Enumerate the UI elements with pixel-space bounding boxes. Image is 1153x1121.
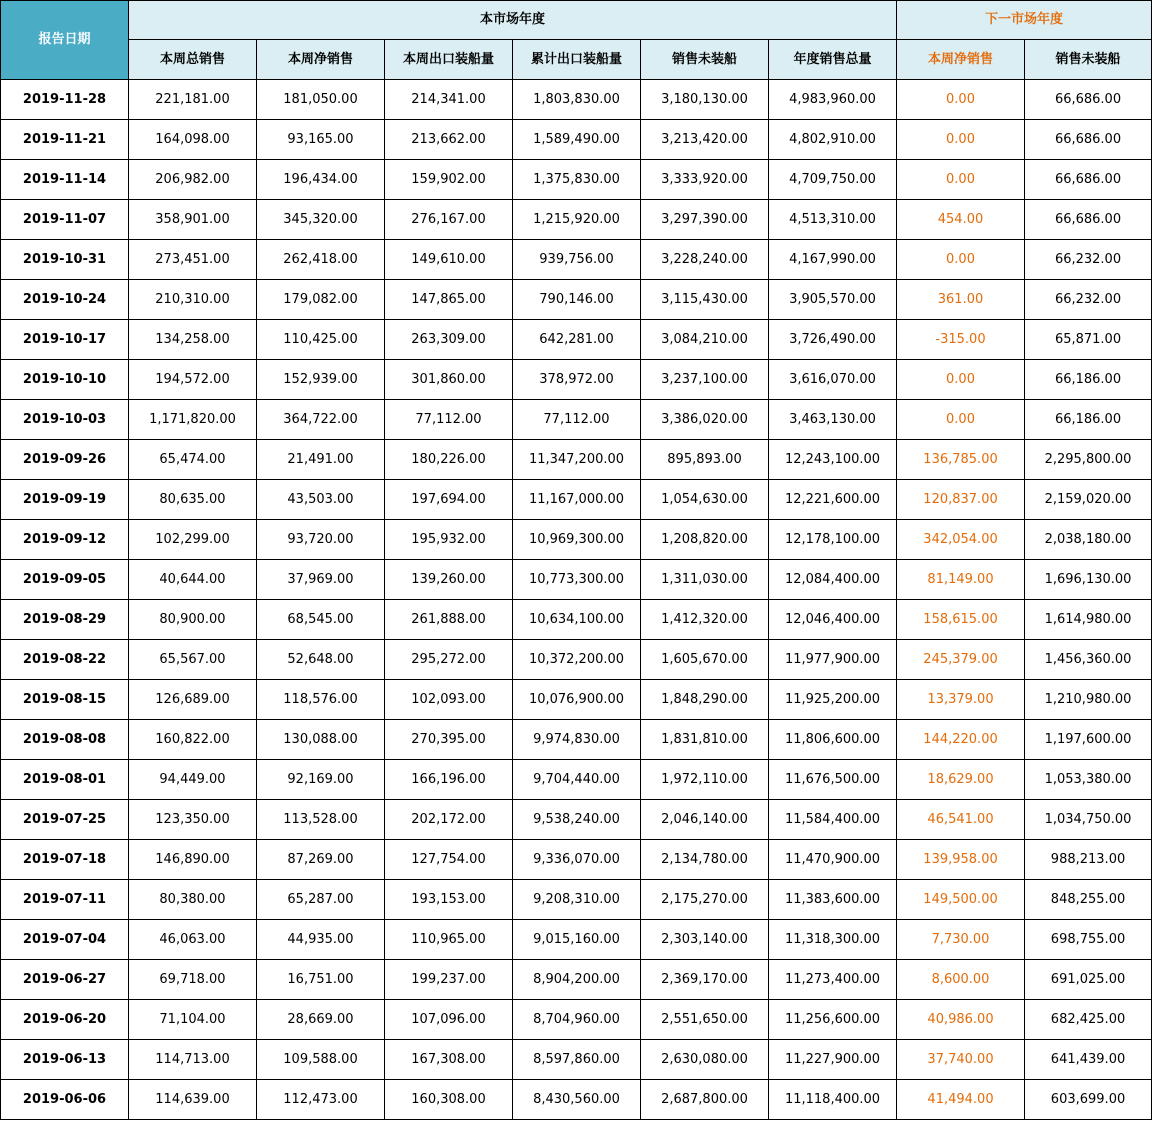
- cell-weekly-exports: 276,167.00: [385, 200, 513, 240]
- table-body: [1, 80, 1152, 1120]
- cell-report-date: 2019-08-15: [1, 680, 129, 720]
- cell-weekly-total-sales: 123,350.00: [129, 800, 257, 840]
- cell-report-date: 2019-08-29: [1, 600, 129, 640]
- current-market-year-header: 本市场年度: [129, 1, 897, 40]
- cell-report-date: 2019-09-12: [1, 520, 129, 560]
- col-header-weekly-exports: 本周出口装船量: [385, 40, 513, 80]
- cell-weekly-net-sales: 109,588.00: [257, 1040, 385, 1080]
- cell-annual-total-sales: 11,676,500.00: [769, 760, 897, 800]
- cell-next-year-net-sales: 81,149.00: [897, 560, 1025, 600]
- cell-cumulative-exports: 642,281.00: [513, 320, 641, 360]
- cell-cumulative-exports: 9,974,830.00: [513, 720, 641, 760]
- cell-next-year-net-sales: 0.00: [897, 120, 1025, 160]
- cell-report-date: 2019-11-28: [1, 80, 129, 120]
- cell-cumulative-exports: 11,347,200.00: [513, 440, 641, 480]
- cell-weekly-total-sales: 206,982.00: [129, 160, 257, 200]
- cell-weekly-net-sales: 16,751.00: [257, 960, 385, 1000]
- table-row: [1, 400, 1152, 440]
- cell-outstanding-sales: 1,972,110.00: [641, 760, 769, 800]
- cell-weekly-exports: 202,172.00: [385, 800, 513, 840]
- cell-next-year-outstanding: 66,686.00: [1025, 200, 1152, 240]
- cell-cumulative-exports: 10,372,200.00: [513, 640, 641, 680]
- cell-next-year-outstanding: 1,034,750.00: [1025, 800, 1152, 840]
- cell-weekly-net-sales: 21,491.00: [257, 440, 385, 480]
- table-row: [1, 520, 1152, 560]
- cell-cumulative-exports: 77,112.00: [513, 400, 641, 440]
- cell-outstanding-sales: 1,412,320.00: [641, 600, 769, 640]
- cell-weekly-net-sales: 179,082.00: [257, 280, 385, 320]
- cell-report-date: 2019-10-10: [1, 360, 129, 400]
- cell-next-year-outstanding: 2,038,180.00: [1025, 520, 1152, 560]
- cell-annual-total-sales: 4,983,960.00: [769, 80, 897, 120]
- table-row: [1, 280, 1152, 320]
- col-header-cumulative-exports: 累计出口装船量: [513, 40, 641, 80]
- cell-weekly-net-sales: 93,165.00: [257, 120, 385, 160]
- cell-next-year-outstanding: 603,699.00: [1025, 1080, 1152, 1120]
- cell-cumulative-exports: 10,634,100.00: [513, 600, 641, 640]
- cell-cumulative-exports: 939,756.00: [513, 240, 641, 280]
- cell-weekly-total-sales: 80,900.00: [129, 600, 257, 640]
- cell-outstanding-sales: 3,115,430.00: [641, 280, 769, 320]
- cell-annual-total-sales: 11,806,600.00: [769, 720, 897, 760]
- cell-report-date: 2019-07-11: [1, 880, 129, 920]
- cell-cumulative-exports: 790,146.00: [513, 280, 641, 320]
- cell-cumulative-exports: 8,597,860.00: [513, 1040, 641, 1080]
- cell-annual-total-sales: 3,616,070.00: [769, 360, 897, 400]
- cell-next-year-outstanding: 698,755.00: [1025, 920, 1152, 960]
- cell-next-year-net-sales: 46,541.00: [897, 800, 1025, 840]
- cell-next-year-outstanding: 66,186.00: [1025, 400, 1152, 440]
- cell-next-year-net-sales: 149,500.00: [897, 880, 1025, 920]
- cell-next-year-outstanding: 66,186.00: [1025, 360, 1152, 400]
- table-row: [1, 880, 1152, 920]
- cell-weekly-total-sales: 164,098.00: [129, 120, 257, 160]
- cell-next-year-net-sales: 0.00: [897, 160, 1025, 200]
- cell-weekly-net-sales: 112,473.00: [257, 1080, 385, 1120]
- cell-report-date: 2019-10-24: [1, 280, 129, 320]
- cell-next-year-net-sales: 158,615.00: [897, 600, 1025, 640]
- cell-next-year-net-sales: 0.00: [897, 240, 1025, 280]
- cell-annual-total-sales: 3,726,490.00: [769, 320, 897, 360]
- cell-weekly-net-sales: 93,720.00: [257, 520, 385, 560]
- cell-report-date: 2019-11-07: [1, 200, 129, 240]
- cell-next-year-outstanding: 66,686.00: [1025, 160, 1152, 200]
- table-row: [1, 200, 1152, 240]
- cell-report-date: 2019-06-06: [1, 1080, 129, 1120]
- cell-cumulative-exports: 9,208,310.00: [513, 880, 641, 920]
- cell-next-year-net-sales: 8,600.00: [897, 960, 1025, 1000]
- cell-next-year-outstanding: 988,213.00: [1025, 840, 1152, 880]
- cell-weekly-exports: 180,226.00: [385, 440, 513, 480]
- cell-annual-total-sales: 11,256,600.00: [769, 1000, 897, 1040]
- cell-weekly-exports: 213,662.00: [385, 120, 513, 160]
- cell-annual-total-sales: 12,243,100.00: [769, 440, 897, 480]
- cell-next-year-outstanding: 66,686.00: [1025, 120, 1152, 160]
- cell-report-date: 2019-09-26: [1, 440, 129, 480]
- cell-next-year-net-sales: 7,730.00: [897, 920, 1025, 960]
- cell-next-year-net-sales: 120,837.00: [897, 480, 1025, 520]
- cell-outstanding-sales: 2,134,780.00: [641, 840, 769, 880]
- cell-report-date: 2019-10-03: [1, 400, 129, 440]
- cell-weekly-net-sales: 196,434.00: [257, 160, 385, 200]
- cell-weekly-net-sales: 43,503.00: [257, 480, 385, 520]
- cell-cumulative-exports: 8,704,960.00: [513, 1000, 641, 1040]
- cell-outstanding-sales: 2,630,080.00: [641, 1040, 769, 1080]
- table-row: [1, 1040, 1152, 1080]
- cell-annual-total-sales: 4,802,910.00: [769, 120, 897, 160]
- cell-weekly-net-sales: 364,722.00: [257, 400, 385, 440]
- cell-weekly-exports: 295,272.00: [385, 640, 513, 680]
- cell-weekly-exports: 270,395.00: [385, 720, 513, 760]
- cell-weekly-total-sales: 1,171,820.00: [129, 400, 257, 440]
- cell-cumulative-exports: 1,375,830.00: [513, 160, 641, 200]
- cell-weekly-total-sales: 94,449.00: [129, 760, 257, 800]
- cell-next-year-outstanding: 691,025.00: [1025, 960, 1152, 1000]
- cell-next-year-net-sales: 18,629.00: [897, 760, 1025, 800]
- cell-outstanding-sales: 3,180,130.00: [641, 80, 769, 120]
- cell-weekly-net-sales: 345,320.00: [257, 200, 385, 240]
- cell-next-year-net-sales: 144,220.00: [897, 720, 1025, 760]
- table-row: [1, 120, 1152, 160]
- cell-report-date: 2019-06-13: [1, 1040, 129, 1080]
- cell-weekly-exports: 261,888.00: [385, 600, 513, 640]
- cell-outstanding-sales: 3,084,210.00: [641, 320, 769, 360]
- cell-outstanding-sales: 2,303,140.00: [641, 920, 769, 960]
- cell-next-year-outstanding: 66,232.00: [1025, 280, 1152, 320]
- cell-weekly-net-sales: 87,269.00: [257, 840, 385, 880]
- cell-weekly-total-sales: 126,689.00: [129, 680, 257, 720]
- cell-weekly-exports: 167,308.00: [385, 1040, 513, 1080]
- cell-weekly-total-sales: 65,567.00: [129, 640, 257, 680]
- cell-weekly-net-sales: 113,528.00: [257, 800, 385, 840]
- cell-report-date: 2019-11-21: [1, 120, 129, 160]
- cell-weekly-total-sales: 194,572.00: [129, 360, 257, 400]
- cell-annual-total-sales: 4,709,750.00: [769, 160, 897, 200]
- table-row: [1, 680, 1152, 720]
- cell-annual-total-sales: 12,221,600.00: [769, 480, 897, 520]
- col-header-weekly-total-sales: 本周总销售: [129, 40, 257, 80]
- cell-weekly-exports: 110,965.00: [385, 920, 513, 960]
- cell-weekly-net-sales: 28,669.00: [257, 1000, 385, 1040]
- cell-next-year-outstanding: 1,053,380.00: [1025, 760, 1152, 800]
- col-header-outstanding-sales: 销售未装船: [641, 40, 769, 80]
- cell-next-year-net-sales: 245,379.00: [897, 640, 1025, 680]
- cell-outstanding-sales: 1,208,820.00: [641, 520, 769, 560]
- table-row: [1, 240, 1152, 280]
- cell-cumulative-exports: 9,015,160.00: [513, 920, 641, 960]
- cell-cumulative-exports: 9,704,440.00: [513, 760, 641, 800]
- cell-report-date: 2019-08-08: [1, 720, 129, 760]
- cell-outstanding-sales: 3,237,100.00: [641, 360, 769, 400]
- cell-weekly-total-sales: 210,310.00: [129, 280, 257, 320]
- cell-next-year-outstanding: 1,614,980.00: [1025, 600, 1152, 640]
- cell-next-year-outstanding: 2,295,800.00: [1025, 440, 1152, 480]
- cell-next-year-net-sales: 342,054.00: [897, 520, 1025, 560]
- table-row: [1, 560, 1152, 600]
- cell-cumulative-exports: 1,215,920.00: [513, 200, 641, 240]
- table-row: [1, 720, 1152, 760]
- table-row: [1, 160, 1152, 200]
- table-row: [1, 920, 1152, 960]
- cell-weekly-exports: 166,196.00: [385, 760, 513, 800]
- cell-next-year-net-sales: 139,958.00: [897, 840, 1025, 880]
- cell-annual-total-sales: 12,178,100.00: [769, 520, 897, 560]
- table-row: [1, 320, 1152, 360]
- cell-weekly-exports: 77,112.00: [385, 400, 513, 440]
- cell-report-date: 2019-08-01: [1, 760, 129, 800]
- cell-weekly-exports: 159,902.00: [385, 160, 513, 200]
- cell-cumulative-exports: 9,336,070.00: [513, 840, 641, 880]
- cell-report-date: 2019-06-20: [1, 1000, 129, 1040]
- table-row: [1, 1080, 1152, 1120]
- cell-weekly-total-sales: 71,104.00: [129, 1000, 257, 1040]
- cell-annual-total-sales: 12,084,400.00: [769, 560, 897, 600]
- cell-next-year-outstanding: 65,871.00: [1025, 320, 1152, 360]
- cell-report-date: 2019-09-05: [1, 560, 129, 600]
- cell-outstanding-sales: 3,297,390.00: [641, 200, 769, 240]
- cell-weekly-exports: 139,260.00: [385, 560, 513, 600]
- cell-next-year-outstanding: 1,696,130.00: [1025, 560, 1152, 600]
- table-row: [1, 440, 1152, 480]
- cell-outstanding-sales: 1,831,810.00: [641, 720, 769, 760]
- cell-outstanding-sales: 2,551,650.00: [641, 1000, 769, 1040]
- cell-weekly-total-sales: 358,901.00: [129, 200, 257, 240]
- cell-outstanding-sales: 3,333,920.00: [641, 160, 769, 200]
- cell-annual-total-sales: 11,925,200.00: [769, 680, 897, 720]
- cell-outstanding-sales: 1,848,290.00: [641, 680, 769, 720]
- cell-weekly-net-sales: 68,545.00: [257, 600, 385, 640]
- cell-next-year-outstanding: 1,197,600.00: [1025, 720, 1152, 760]
- table-header: [1, 1, 1152, 80]
- cell-next-year-net-sales: 0.00: [897, 360, 1025, 400]
- cell-weekly-total-sales: 146,890.00: [129, 840, 257, 880]
- cell-report-date: 2019-07-25: [1, 800, 129, 840]
- cell-cumulative-exports: 10,076,900.00: [513, 680, 641, 720]
- cell-weekly-total-sales: 102,299.00: [129, 520, 257, 560]
- cell-weekly-net-sales: 92,169.00: [257, 760, 385, 800]
- col-header-weekly-net-sales: 本周净销售: [257, 40, 385, 80]
- cell-next-year-net-sales: -315.00: [897, 320, 1025, 360]
- cell-weekly-net-sales: 44,935.00: [257, 920, 385, 960]
- table-row: [1, 360, 1152, 400]
- table-row: [1, 480, 1152, 520]
- cell-weekly-net-sales: 181,050.00: [257, 80, 385, 120]
- table-row: [1, 1000, 1152, 1040]
- cell-next-year-outstanding: 1,210,980.00: [1025, 680, 1152, 720]
- cell-report-date: 2019-10-31: [1, 240, 129, 280]
- cell-annual-total-sales: 11,318,300.00: [769, 920, 897, 960]
- cell-weekly-exports: 199,237.00: [385, 960, 513, 1000]
- cell-outstanding-sales: 2,175,270.00: [641, 880, 769, 920]
- cell-next-year-outstanding: 2,159,020.00: [1025, 480, 1152, 520]
- table-row: [1, 80, 1152, 120]
- cell-annual-total-sales: 12,046,400.00: [769, 600, 897, 640]
- cell-outstanding-sales: 895,893.00: [641, 440, 769, 480]
- cell-weekly-total-sales: 80,635.00: [129, 480, 257, 520]
- cell-next-year-net-sales: 454.00: [897, 200, 1025, 240]
- table-row: [1, 760, 1152, 800]
- cell-weekly-total-sales: 114,713.00: [129, 1040, 257, 1080]
- cell-weekly-total-sales: 160,822.00: [129, 720, 257, 760]
- table-row: [1, 800, 1152, 840]
- cell-weekly-total-sales: 69,718.00: [129, 960, 257, 1000]
- cell-cumulative-exports: 9,538,240.00: [513, 800, 641, 840]
- cell-outstanding-sales: 3,228,240.00: [641, 240, 769, 280]
- cell-weekly-net-sales: 65,287.00: [257, 880, 385, 920]
- cell-cumulative-exports: 1,803,830.00: [513, 80, 641, 120]
- cell-cumulative-exports: 10,969,300.00: [513, 520, 641, 560]
- next-market-year-header: 下一市场年度: [897, 1, 1152, 40]
- cell-annual-total-sales: 4,513,310.00: [769, 200, 897, 240]
- cell-annual-total-sales: 11,977,900.00: [769, 640, 897, 680]
- cell-annual-total-sales: 11,227,900.00: [769, 1040, 897, 1080]
- cell-report-date: 2019-07-18: [1, 840, 129, 880]
- cell-weekly-total-sales: 80,380.00: [129, 880, 257, 920]
- cell-annual-total-sales: 11,470,900.00: [769, 840, 897, 880]
- cell-weekly-exports: 301,860.00: [385, 360, 513, 400]
- cell-weekly-net-sales: 152,939.00: [257, 360, 385, 400]
- cell-weekly-total-sales: 65,474.00: [129, 440, 257, 480]
- table-row: [1, 640, 1152, 680]
- cell-report-date: 2019-09-19: [1, 480, 129, 520]
- cell-annual-total-sales: 3,905,570.00: [769, 280, 897, 320]
- cell-weekly-net-sales: 118,576.00: [257, 680, 385, 720]
- cell-weekly-total-sales: 134,258.00: [129, 320, 257, 360]
- cell-weekly-net-sales: 130,088.00: [257, 720, 385, 760]
- cell-weekly-exports: 263,309.00: [385, 320, 513, 360]
- cell-next-year-net-sales: 361.00: [897, 280, 1025, 320]
- cell-outstanding-sales: 3,213,420.00: [641, 120, 769, 160]
- cell-report-date: 2019-07-04: [1, 920, 129, 960]
- cell-annual-total-sales: 11,584,400.00: [769, 800, 897, 840]
- cell-weekly-exports: 195,932.00: [385, 520, 513, 560]
- cell-weekly-exports: 147,865.00: [385, 280, 513, 320]
- cell-annual-total-sales: 11,118,400.00: [769, 1080, 897, 1120]
- table-row: [1, 840, 1152, 880]
- cell-weekly-total-sales: 273,451.00: [129, 240, 257, 280]
- cell-next-year-net-sales: 0.00: [897, 400, 1025, 440]
- col-header-next-year-outstanding: 销售未装船: [1025, 40, 1152, 80]
- cell-report-date: 2019-10-17: [1, 320, 129, 360]
- cell-next-year-net-sales: 37,740.00: [897, 1040, 1025, 1080]
- cell-weekly-total-sales: 114,639.00: [129, 1080, 257, 1120]
- cell-cumulative-exports: 10,773,300.00: [513, 560, 641, 600]
- cell-weekly-total-sales: 46,063.00: [129, 920, 257, 960]
- cell-outstanding-sales: 2,369,170.00: [641, 960, 769, 1000]
- cell-annual-total-sales: 11,383,600.00: [769, 880, 897, 920]
- cell-weekly-exports: 197,694.00: [385, 480, 513, 520]
- cell-cumulative-exports: 11,167,000.00: [513, 480, 641, 520]
- cell-outstanding-sales: 2,046,140.00: [641, 800, 769, 840]
- report-date-header: 报告日期: [1, 1, 129, 80]
- cell-cumulative-exports: 8,904,200.00: [513, 960, 641, 1000]
- cell-cumulative-exports: 8,430,560.00: [513, 1080, 641, 1120]
- cell-report-date: 2019-06-27: [1, 960, 129, 1000]
- cell-weekly-exports: 127,754.00: [385, 840, 513, 880]
- cell-annual-total-sales: 4,167,990.00: [769, 240, 897, 280]
- cell-annual-total-sales: 11,273,400.00: [769, 960, 897, 1000]
- cell-next-year-outstanding: 66,686.00: [1025, 80, 1152, 120]
- cell-next-year-net-sales: 0.00: [897, 80, 1025, 120]
- cell-cumulative-exports: 378,972.00: [513, 360, 641, 400]
- cell-next-year-outstanding: 641,439.00: [1025, 1040, 1152, 1080]
- cell-weekly-exports: 160,308.00: [385, 1080, 513, 1120]
- table-row: [1, 600, 1152, 640]
- cell-outstanding-sales: 1,054,630.00: [641, 480, 769, 520]
- cell-weekly-exports: 193,153.00: [385, 880, 513, 920]
- table-row: [1, 960, 1152, 1000]
- cell-weekly-net-sales: 37,969.00: [257, 560, 385, 600]
- cell-next-year-net-sales: 41,494.00: [897, 1080, 1025, 1120]
- cell-next-year-outstanding: 848,255.00: [1025, 880, 1152, 920]
- cell-next-year-net-sales: 40,986.00: [897, 1000, 1025, 1040]
- cell-outstanding-sales: 1,605,670.00: [641, 640, 769, 680]
- cell-next-year-net-sales: 13,379.00: [897, 680, 1025, 720]
- cell-report-date: 2019-11-14: [1, 160, 129, 200]
- col-header-next-year-net-sales: 本周净销售: [897, 40, 1025, 80]
- cell-weekly-exports: 214,341.00: [385, 80, 513, 120]
- cell-next-year-outstanding: 66,232.00: [1025, 240, 1152, 280]
- cell-next-year-outstanding: 1,456,360.00: [1025, 640, 1152, 680]
- cell-weekly-net-sales: 110,425.00: [257, 320, 385, 360]
- cell-next-year-net-sales: 136,785.00: [897, 440, 1025, 480]
- cell-weekly-exports: 107,096.00: [385, 1000, 513, 1040]
- cell-outstanding-sales: 1,311,030.00: [641, 560, 769, 600]
- cell-weekly-net-sales: 262,418.00: [257, 240, 385, 280]
- cell-weekly-exports: 102,093.00: [385, 680, 513, 720]
- cell-weekly-total-sales: 221,181.00: [129, 80, 257, 120]
- col-header-annual-total-sales: 年度销售总量: [769, 40, 897, 80]
- cell-cumulative-exports: 1,589,490.00: [513, 120, 641, 160]
- cell-outstanding-sales: 2,687,800.00: [641, 1080, 769, 1120]
- cell-report-date: 2019-08-22: [1, 640, 129, 680]
- cell-next-year-outstanding: 682,425.00: [1025, 1000, 1152, 1040]
- cell-weekly-total-sales: 40,644.00: [129, 560, 257, 600]
- cell-weekly-net-sales: 52,648.00: [257, 640, 385, 680]
- cell-annual-total-sales: 3,463,130.00: [769, 400, 897, 440]
- cell-outstanding-sales: 3,386,020.00: [641, 400, 769, 440]
- cell-weekly-exports: 149,610.00: [385, 240, 513, 280]
